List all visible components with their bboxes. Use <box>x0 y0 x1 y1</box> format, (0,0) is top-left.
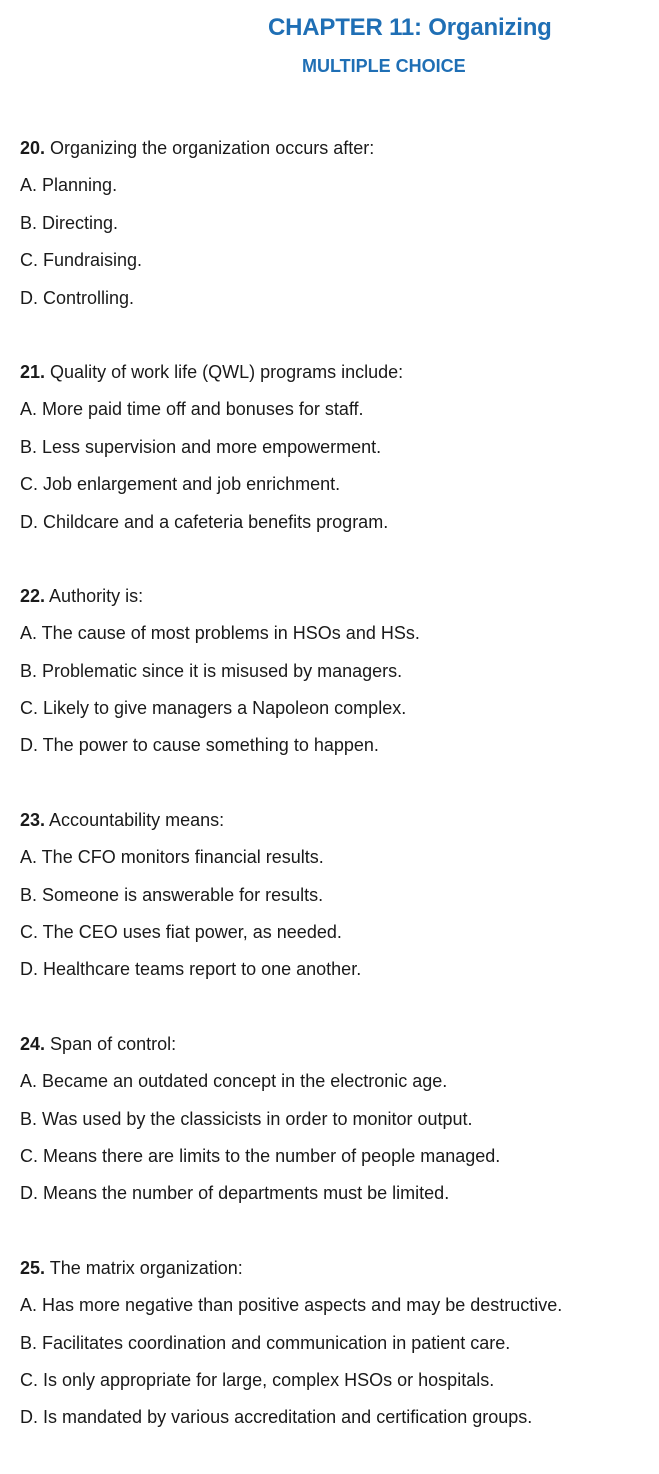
question-number: 22. <box>20 585 46 606</box>
question-stem <box>20 130 650 167</box>
option-a: A. Has more negative than positive aspects and may be destructive. <box>20 1295 563 1316</box>
option-d: D. Is mandated by various accreditation and certification groups. <box>20 1407 533 1428</box>
option-b: B. Directing. <box>20 212 119 233</box>
option-d: D. Means the number of departments must be limited. <box>20 1183 450 1204</box>
question-stem <box>20 1250 650 1287</box>
option-a: A. Became an outdated concept in the electronic age. <box>20 1071 448 1092</box>
option-b: B. Someone is answerable for results. <box>20 884 324 905</box>
question-21 <box>20 354 650 541</box>
option-b: B. Was used by the classicists in order to monitor output. <box>20 1108 473 1129</box>
question-list <box>20 130 650 1474</box>
option-c: C. The CEO uses fiat power, as needed. <box>20 922 342 943</box>
question-number: 20. <box>20 138 46 158</box>
question-text: Accountability means: <box>49 809 225 830</box>
question-number: 23. <box>20 809 46 830</box>
option-c: C. Fundraising. <box>20 250 143 271</box>
section-title: MULTIPLE CHOICE <box>302 56 466 76</box>
option-b: B. Less supervision and more empowerment. <box>20 436 382 457</box>
option-d: D. The power to cause something to happen. <box>20 735 379 756</box>
chapter-title: CHAPTER 11: Organizing <box>268 14 552 41</box>
option-a: A. The cause of most problems in HSOs and HSs. <box>20 623 420 644</box>
option-a: A. Planning. <box>20 175 118 196</box>
question-22 <box>20 578 650 765</box>
option-c: C. Is only appropriate for large, complex HSOs or hospitals. <box>20 1369 495 1390</box>
question-number: 25. <box>20 1257 46 1278</box>
option-d: D. Childcare and a cafeteria benefits program. <box>20 511 389 532</box>
question-stem <box>20 802 650 839</box>
option-a: A. The CFO monitors financial results. <box>20 847 324 868</box>
question-number: 24. <box>20 1033 46 1054</box>
question-stem <box>20 354 650 391</box>
option-b: B. Problematic since it is misused by managers. <box>20 660 403 681</box>
option-c: C. Means there are limits to the number of people managed. <box>20 1145 501 1166</box>
question-text: Quality of work life (QWL) programs include: <box>50 361 404 382</box>
question-25 <box>20 1250 650 1437</box>
option-b: B. Facilitates coordination and communication in patient care. <box>20 1332 511 1353</box>
question-number: 21. <box>20 361 46 382</box>
question-text: Authority is: <box>49 585 144 606</box>
question-text: Span of control: <box>50 1033 177 1054</box>
option-c: C. Likely to give managers a Napoleon complex. <box>20 698 407 719</box>
option-d: D. Controlling. <box>20 287 135 308</box>
question-text: The matrix organization: <box>49 1257 243 1278</box>
option-d: D. Healthcare teams report to one another. <box>20 959 362 980</box>
question-stem <box>20 1026 650 1063</box>
question-24 <box>20 1026 650 1213</box>
question-text: Organizing the organization occurs after: <box>50 138 375 158</box>
question-20 <box>20 130 650 317</box>
option-a: A. More paid time off and bonuses for staff. <box>20 399 364 420</box>
option-c: C. Job enlargement and job enrichment. <box>20 474 341 495</box>
question-23 <box>20 802 650 989</box>
question-stem <box>20 578 650 615</box>
